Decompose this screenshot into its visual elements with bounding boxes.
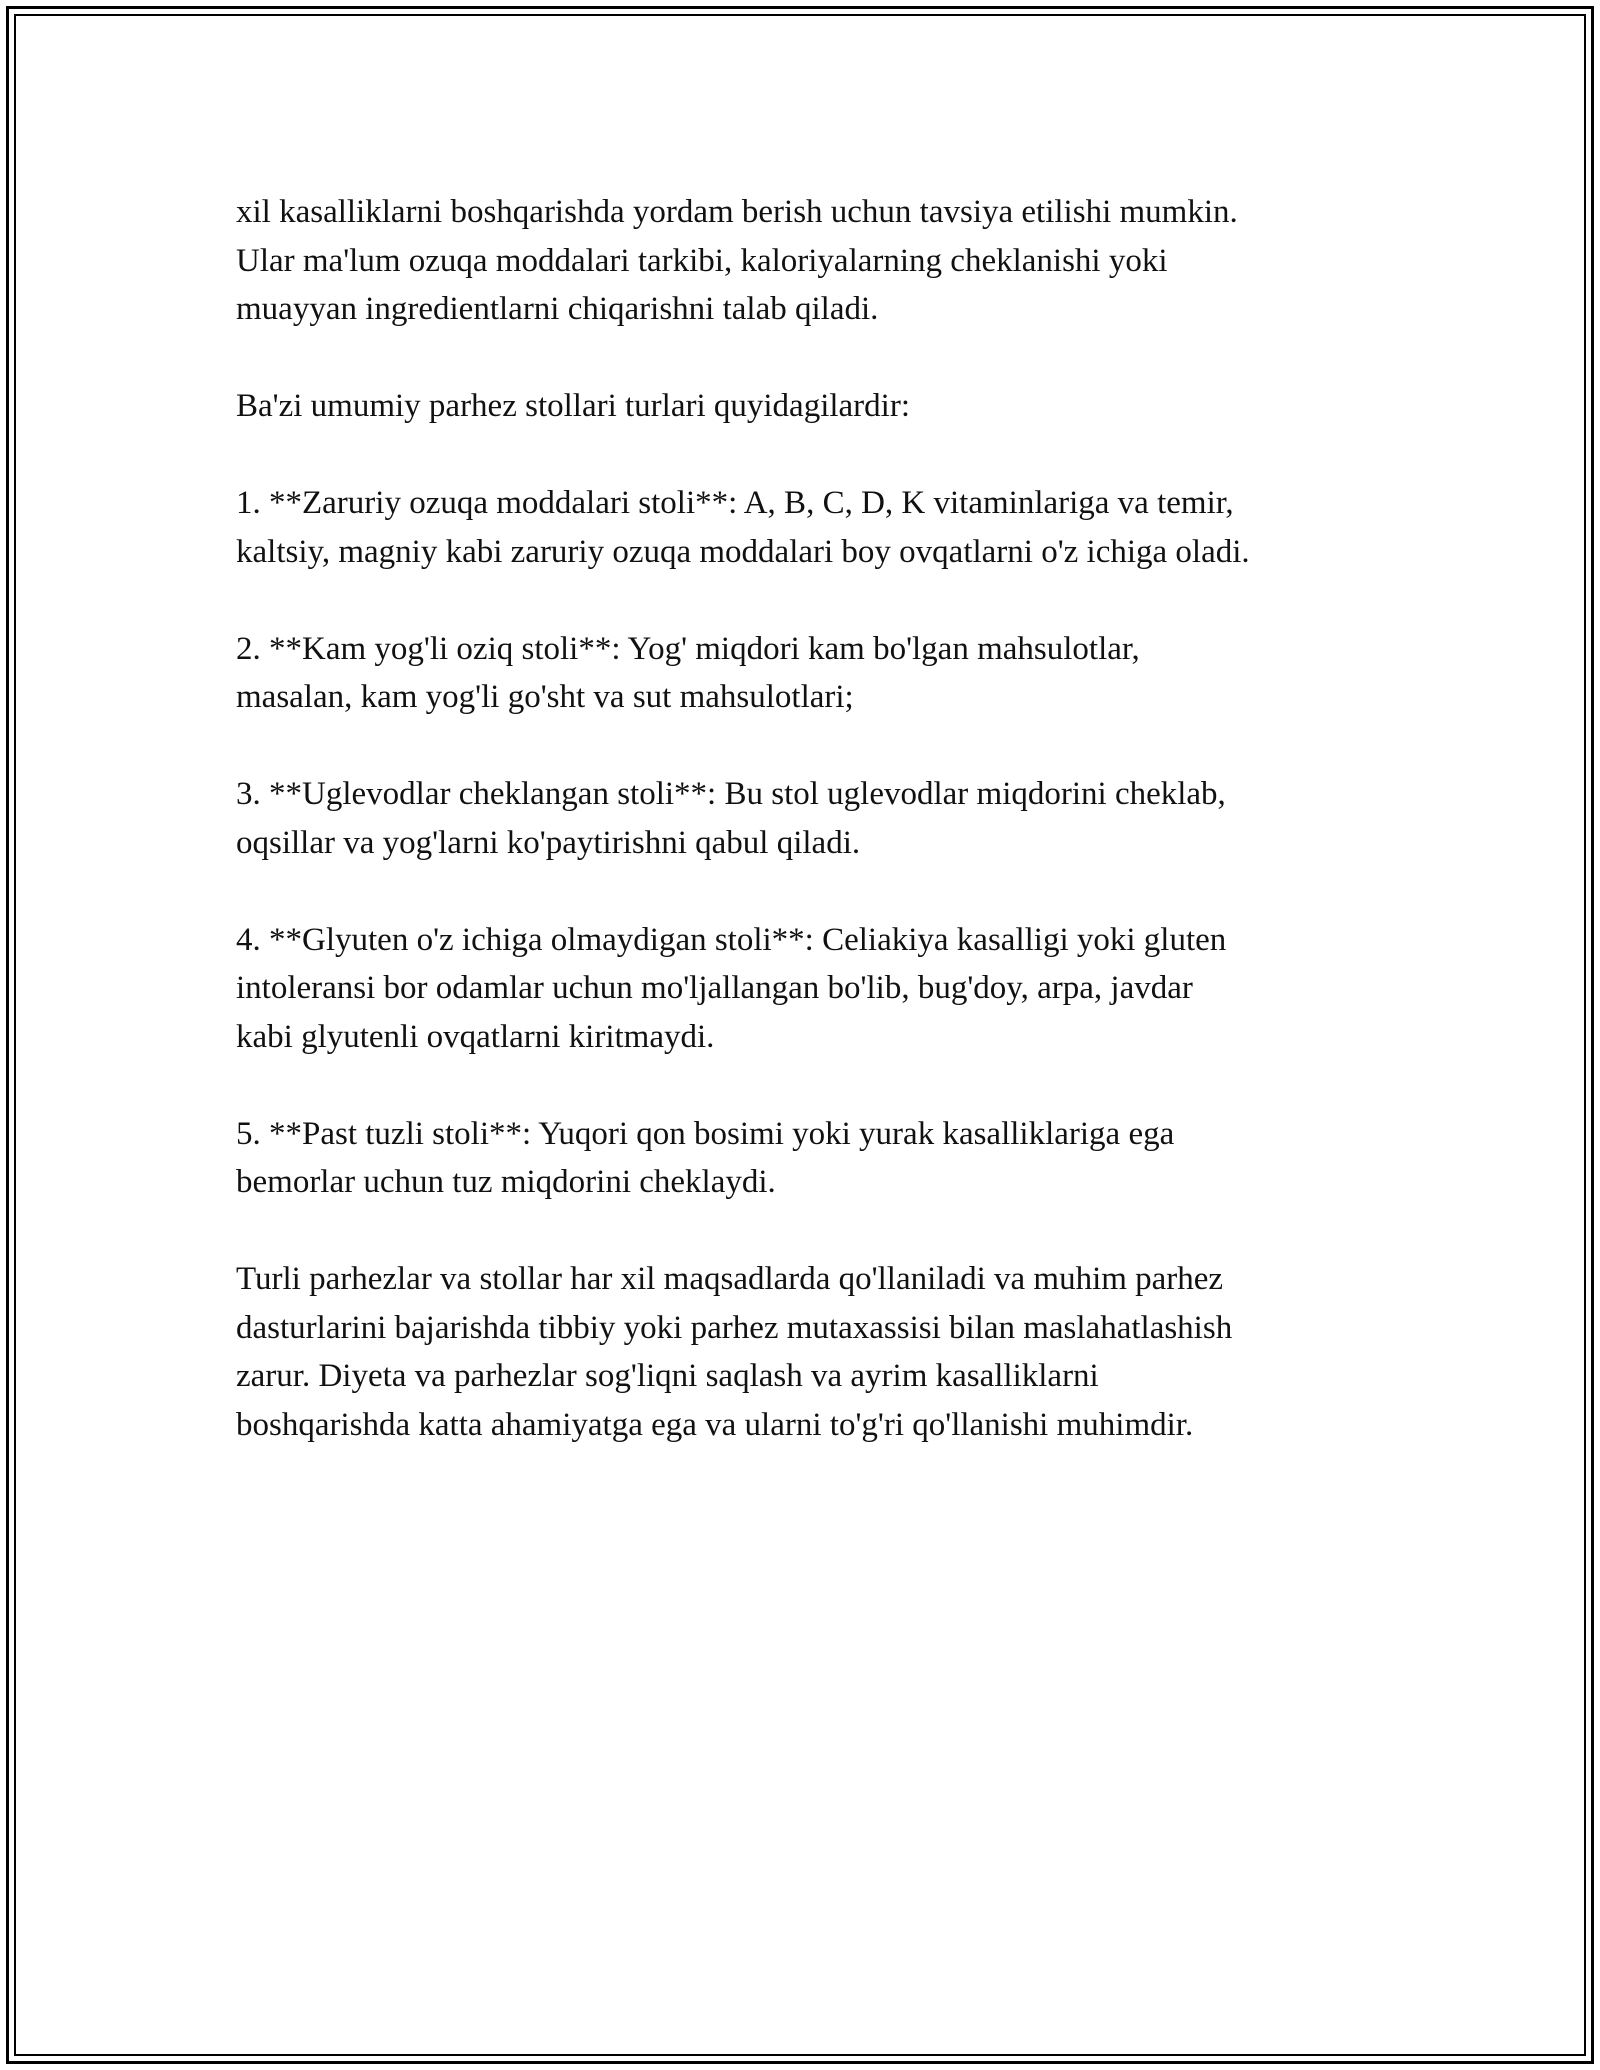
list-intro-paragraph	[236, 382, 1376, 431]
document-body	[236, 188, 1376, 1498]
list-item-4	[236, 916, 1376, 1062]
text-line: Ba'zi umumiy parhez stollari turlari quyidagilardir:	[236, 388, 911, 424]
text-line: xil kasalliklarni boshqarishda yordam berish uchun tavsiya etilishi mumkin.	[236, 194, 1238, 230]
text-line: Ular ma'lum ozuqa moddalari tarkibi, kaloriyalarning cheklanishi yoki	[236, 242, 1168, 279]
text-line: masalan, kam yog'li go'sht va sut mahsulotlari;	[236, 679, 854, 715]
text-line: bemorlar uchun tuz miqdorini cheklaydi.	[236, 1164, 776, 1200]
text-line: zarur. Diyeta va parhezlar sog'liqni saqlash va ayrim kasalliklarni	[236, 1358, 1099, 1394]
text-line: 4. **Glyuten o'z ichiga olmaydigan stoli**: Celiakiya kasalligi yoki gluten	[236, 921, 1227, 958]
text-line: kaltsiy, magniy kabi zaruriy ozuqa moddalari boy ovqatlarni o'z ichiga oladi.	[236, 533, 1250, 570]
text-line: 3. **Uglevodlar cheklangan stoli**: Bu stol uglevodlar miqdorini cheklab,	[236, 776, 1226, 812]
list-item-1	[236, 479, 1376, 576]
list-item-2	[236, 625, 1376, 722]
text-line: boshqarishda katta ahamiyatga ega va ularni to'g'ri qo'llanishi muhimdir.	[236, 1406, 1194, 1443]
text-line: 1. **Zaruriy ozuqa moddalari stoli**: A, B, C, D, K vitaminlariga va temir,	[236, 485, 1234, 521]
text-line: muayyan ingredientlarni chiqarishni talab qiladi.	[236, 291, 879, 327]
text-line: intoleransi bor odamlar uchun mo'ljallangan bo'lib, bug'doy, arpa, javdar	[236, 970, 1193, 1006]
text-line: Turli parhezlar va stollar har xil maqsadlarda qo'llaniladi va muhim parhez	[236, 1261, 1224, 1297]
text-line: kabi glyutenli ovqatlarni kiritmaydi.	[236, 1018, 715, 1055]
list-item-5	[236, 1110, 1376, 1207]
list-item-3	[236, 770, 1376, 867]
intro-paragraph	[236, 188, 1376, 334]
text-line: dasturlarini bajarishda tibbiy yoki parhez mutaxassisi bilan maslahatlashish	[236, 1309, 1233, 1346]
text-line: 5. **Past tuzli stoli**: Yuqori qon bosimi yoki yurak kasalliklariga ega	[236, 1115, 1175, 1152]
text-line: oqsillar va yog'larni ko'paytirishni qabul qiladi.	[236, 824, 861, 861]
conclusion-paragraph	[236, 1255, 1376, 1449]
text-line: 2. **Kam yog'li oziq stoli**: Yog' miqdori kam bo'lgan mahsulotlar,	[236, 630, 1140, 667]
